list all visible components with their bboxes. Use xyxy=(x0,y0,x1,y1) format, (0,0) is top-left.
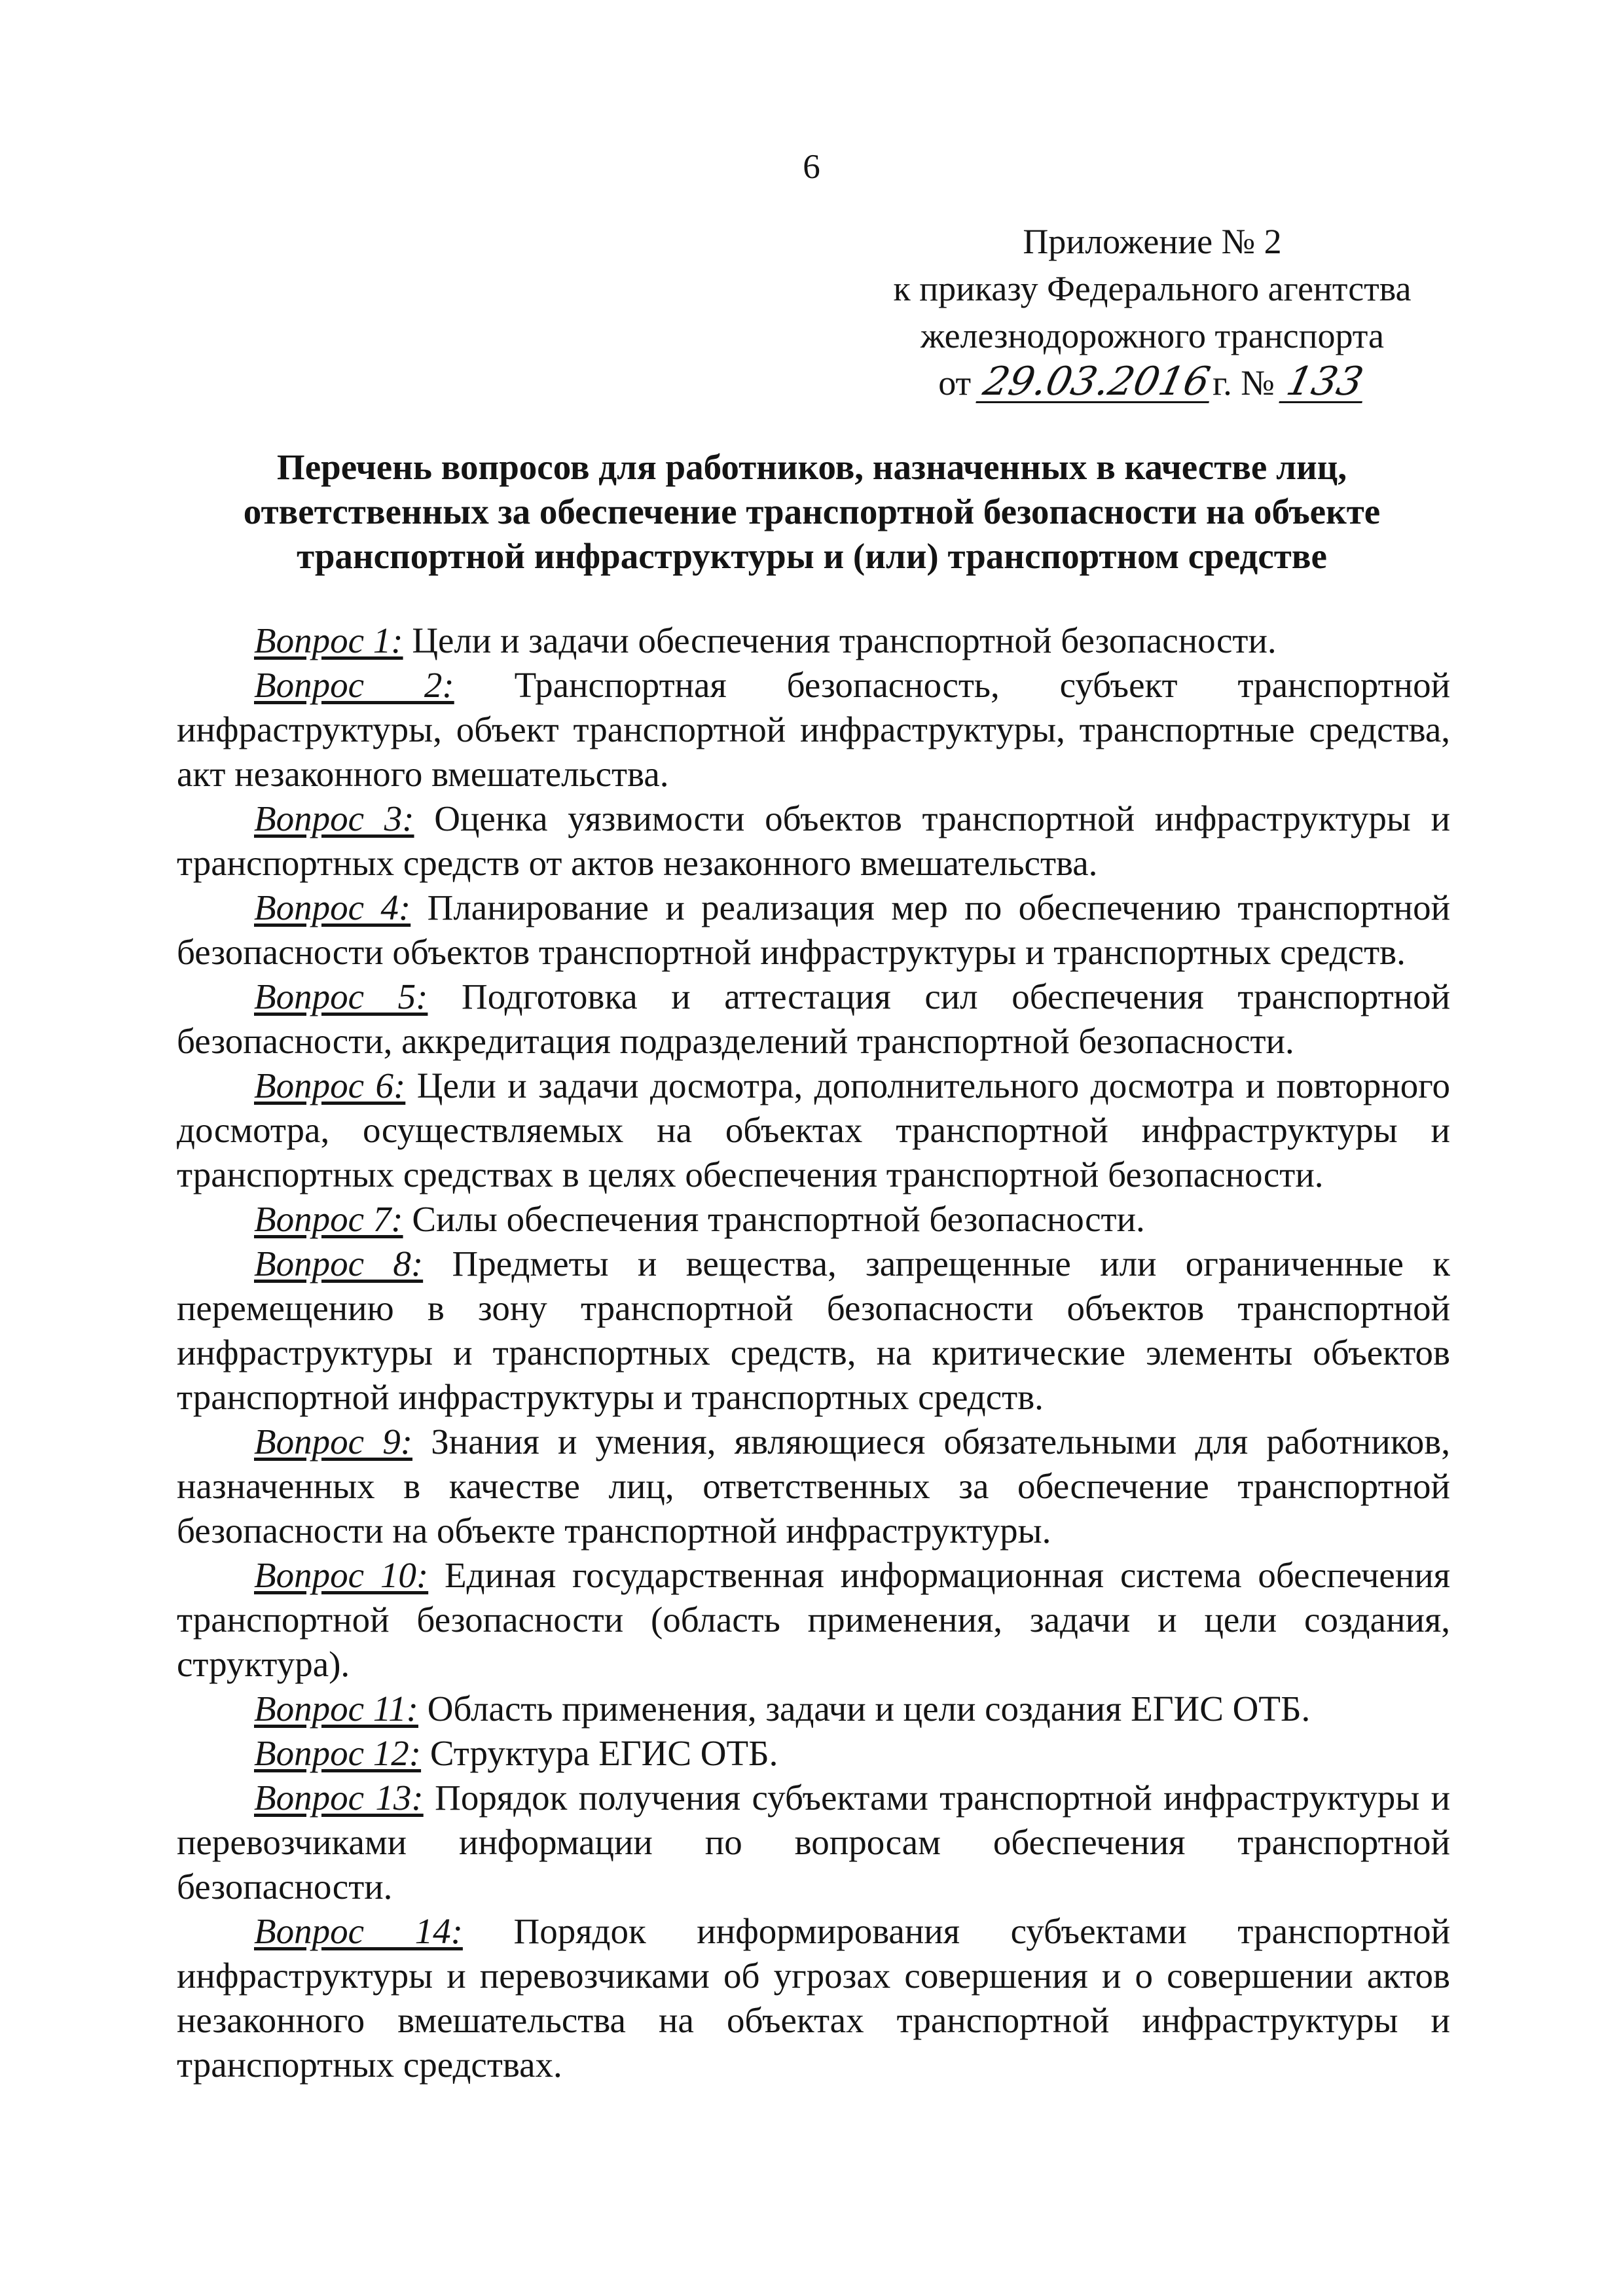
appendix-title: Приложение № 2 xyxy=(1023,222,1282,261)
question-text: Предметы и вещества, запрещенные или ограниченные к перемещению в зону транспортной безопасности объектов транспортной инфраструктуры и транспортных средств, на критические элементы объектов транспортной инфраструктуры и транспортных средств. xyxy=(177,1244,1450,1417)
question-label: Вопрос 8: xyxy=(254,1244,424,1283)
question-item xyxy=(177,1909,1450,2087)
question-text: Силы обеспечения транспортной безопасности. xyxy=(412,1199,1145,1239)
question-label: Вопрос 1: xyxy=(254,620,403,660)
question-text: Цели и задачи обеспечения транспортной безопасности. xyxy=(412,620,1277,660)
question-item xyxy=(177,886,1450,975)
title-line-2: ответственных за обеспечение транспортной безопасности на объекте xyxy=(243,492,1381,531)
question-label: Вопрос 6: xyxy=(254,1066,406,1105)
question-label: Вопрос 4: xyxy=(254,888,411,927)
question-text: Транспортная безопасность, субъект транспортной инфраструктуры, объект транспортной инфраструктуры, транспортные средства, акт незаконного вмешательства. xyxy=(177,665,1451,794)
title-line-3: транспортной инфраструктуры и (или) транспортном средстве xyxy=(297,536,1327,576)
handwritten-date: 29.03.2016 xyxy=(976,362,1217,403)
question-label: Вопрос 14: xyxy=(254,1911,463,1951)
question-item xyxy=(177,1553,1450,1687)
question-text: Порядок информирования субъектами транспортной инфраструктуры и перевозчиками об угрозах совершения и о совершении актов незаконного вмешательства на объектах транспортной инфраструктуры и транспортных средствах. xyxy=(177,1911,1451,2085)
question-text: Область применения, задачи и цели создания ЕГИС ОТБ. xyxy=(427,1689,1311,1729)
question-label: Вопрос 7: xyxy=(254,1199,403,1239)
question-text: Подготовка и аттестация сил обеспечения транспортной безопасности, аккредитация подразделений транспортной безопасности. xyxy=(177,977,1451,1061)
question-item xyxy=(177,797,1450,886)
appendix-order-line: к приказу Федерального агентства xyxy=(893,269,1412,308)
question-label: Вопрос 10: xyxy=(254,1555,429,1595)
year-number-suffix: г. № xyxy=(1213,363,1275,403)
question-item xyxy=(177,1197,1450,1242)
handwritten-order-number: 133 xyxy=(1279,362,1371,403)
appendix-date-number-line xyxy=(845,359,1460,406)
question-label: Вопрос 2: xyxy=(254,665,454,705)
question-text: Структура ЕГИС ОТБ. xyxy=(429,1733,778,1773)
question-item xyxy=(177,1776,1450,1909)
question-label: Вопрос 9: xyxy=(254,1422,413,1462)
question-item xyxy=(177,975,1450,1064)
appendix-header xyxy=(845,218,1460,406)
appendix-agency-line: железнодорожного транспорта xyxy=(921,316,1384,355)
question-text: Знания и умения, являющиеся обязательными для работников, назначенных в качестве лиц, ответственных за обеспечение транспортной безопасности на объекте транспортной инфраструктуры. xyxy=(177,1422,1451,1551)
question-text: Цели и задачи досмотра, дополнительного досмотра и повторного досмотра, осуществляемых на объектах транспортной инфраструктуры и транспортных средствах в целях обеспечения транспортной безопасности. xyxy=(177,1066,1450,1194)
document-title xyxy=(196,445,1427,579)
question-label: Вопрос 5: xyxy=(254,977,428,1016)
question-label: Вопрос 11: xyxy=(254,1689,418,1729)
question-label: Вопрос 12: xyxy=(254,1733,422,1773)
question-text: Планирование и реализация мер по обеспечению транспортной безопасности объектов транспортной инфраструктуры и транспортных средств. xyxy=(177,888,1451,972)
question-label: Вопрос 13: xyxy=(254,1778,424,1818)
question-item xyxy=(177,663,1450,797)
question-item xyxy=(177,619,1450,663)
question-text: Порядок получения субъектами транспортной инфраструктуры и перевозчиками информации по вопросам обеспечения транспортной безопасности. xyxy=(177,1778,1451,1907)
question-item xyxy=(177,1687,1450,1731)
question-label: Вопрос 3: xyxy=(254,798,414,838)
title-line-1: Перечень вопросов для работников, назначенных в качестве лиц, xyxy=(276,447,1347,487)
question-text: Единая государственная информационная система обеспечения транспортной безопасности (область применения, задачи и цели создания, структура). xyxy=(177,1555,1450,1684)
question-item xyxy=(177,1420,1450,1553)
question-item xyxy=(177,1731,1450,1776)
from-prefix: от xyxy=(938,363,972,403)
question-text: Оценка уязвимости объектов транспортной инфраструктуры и транспортных средств от актов незаконного вмешательства. xyxy=(177,798,1451,883)
question-item xyxy=(177,1064,1450,1197)
questions-list xyxy=(177,619,1450,2087)
question-item xyxy=(177,1242,1450,1420)
page-number: 6 xyxy=(803,148,820,186)
